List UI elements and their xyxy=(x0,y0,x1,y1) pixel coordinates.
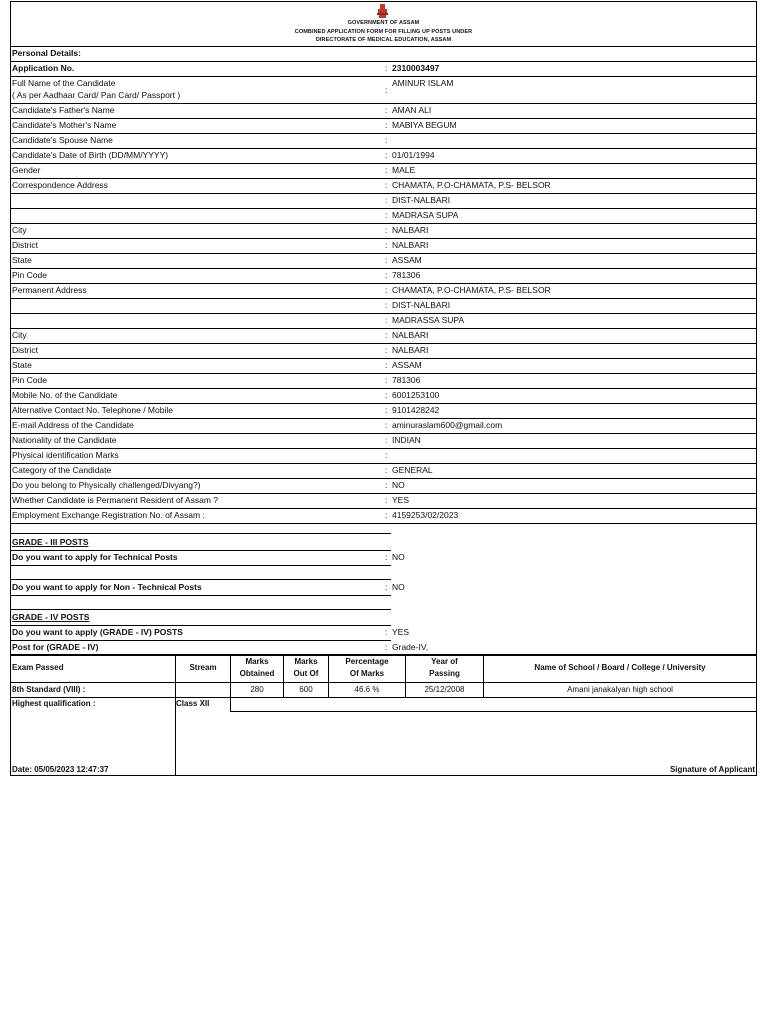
nationality-label: Nationality of the Candidate xyxy=(12,435,117,445)
perm-address-line1: CHAMATA, P.O-CHAMATA, P.S- BELSOR xyxy=(392,285,551,295)
grade4-apply-label: Do you want to apply (GRADE - IV) POSTS xyxy=(12,627,183,637)
colon: : xyxy=(385,435,388,445)
perm-address-label: Permanent Address xyxy=(12,285,87,295)
application-label: Application No. xyxy=(12,63,75,73)
perm-address-row-3 xyxy=(11,313,756,329)
colon: : xyxy=(385,495,388,505)
header-year-1: Year of xyxy=(431,657,458,666)
alt-contact-row xyxy=(11,403,756,419)
corr-address-row-2 xyxy=(11,193,756,209)
father-label: Candidate's Father's Name xyxy=(12,105,115,115)
grade4-apply-row xyxy=(11,625,756,640)
colon: : xyxy=(385,270,388,280)
row1-out-of: 600 xyxy=(299,685,313,694)
corr-state-label: State xyxy=(12,255,32,265)
spouse-row xyxy=(11,133,756,149)
colon: : xyxy=(385,627,388,637)
colon: : xyxy=(385,210,388,220)
corr-address-row-3 xyxy=(11,208,756,224)
resident-value: YES xyxy=(392,495,410,505)
alt-contact-value: 9101428242 xyxy=(392,405,440,415)
table-row-border xyxy=(230,711,756,712)
perm-district-label: District xyxy=(12,345,38,355)
perm-pin-row xyxy=(11,373,756,389)
category-value: GENERAL xyxy=(392,465,433,475)
grade3-heading-row xyxy=(11,535,756,550)
header-government: GOVERNMENT OF ASSAM xyxy=(347,20,420,26)
identification-marks-label: Physical identification Marks xyxy=(12,450,119,460)
colon: : xyxy=(385,180,388,190)
technical-posts-label: Do you want to apply for Technical Posts xyxy=(12,552,178,562)
row1-school: Amani janakalyan high school xyxy=(567,685,673,694)
colon: : xyxy=(385,135,388,145)
nationality-row xyxy=(11,433,756,449)
header-form-title: COMBINED APPLICATION FORM FOR FILLING UP POSTS UNDER xyxy=(294,29,473,35)
header-marks-obtained-2: Obtained xyxy=(239,669,275,678)
corr-city-label: City xyxy=(12,225,27,235)
corr-city-row xyxy=(11,223,756,239)
corr-pin-row xyxy=(11,268,756,284)
colon: : xyxy=(385,450,388,460)
row1-marks: 280 xyxy=(250,685,264,694)
footer-row xyxy=(11,762,756,777)
colon: : xyxy=(385,105,388,115)
mother-row xyxy=(11,118,756,134)
corr-address-line1: CHAMATA, P.O-CHAMATA, P.S- BELSOR xyxy=(392,180,551,190)
perm-pin-value: 781306 xyxy=(392,375,421,385)
perm-state-label: State xyxy=(12,360,32,370)
personal-details-heading-row xyxy=(11,46,756,62)
corr-address-line3: MADRASA SUPA xyxy=(392,210,459,220)
grade3-heading: GRADE - III POSTS xyxy=(12,537,89,547)
perm-address-row-2 xyxy=(11,298,756,314)
corr-address-line2: DIST-NALBARI xyxy=(392,195,451,205)
header-exam-passed: Exam Passed xyxy=(12,663,64,672)
perm-city-label: City xyxy=(12,330,27,340)
signature-of-applicant: Signature of Applicant xyxy=(669,765,755,774)
print-date: Date: 05/05/2023 12:47:37 xyxy=(12,765,109,774)
table-header-border xyxy=(11,682,756,683)
colon: : xyxy=(385,642,388,652)
colon: : xyxy=(385,240,388,250)
header-year-2: Passing xyxy=(429,669,460,678)
corr-state-value: ASSAM xyxy=(392,255,422,265)
perm-district-row xyxy=(11,343,756,359)
grade4-heading: GRADE - IV POSTS xyxy=(12,612,90,622)
mobile-value: 6001253100 xyxy=(392,390,440,400)
colon: : xyxy=(385,285,388,295)
colon: : xyxy=(385,480,388,490)
grade4-apply-value: YES xyxy=(392,627,410,637)
non-technical-posts-row xyxy=(11,580,756,595)
corr-state-row xyxy=(11,253,756,269)
colon: : xyxy=(385,85,388,95)
email-row xyxy=(11,418,756,434)
colon: : xyxy=(385,150,388,160)
employment-exchange-label: Employment Exchange Registration No. of Assam : xyxy=(12,510,205,520)
technical-posts-value: NO xyxy=(392,552,405,562)
colon: : xyxy=(385,315,388,325)
technical-posts-row xyxy=(11,550,756,565)
dob-value: 01/01/1994 xyxy=(392,150,435,160)
colon: : xyxy=(385,165,388,175)
colon: : xyxy=(385,300,388,310)
perm-address-line2: DIST-NALBARI xyxy=(392,300,451,310)
physically-challenged-row xyxy=(11,478,756,494)
physically-challenged-value: NO xyxy=(392,480,405,490)
divider xyxy=(11,595,391,596)
mobile-row xyxy=(11,388,756,404)
grade4-post-row xyxy=(11,640,756,655)
resident-label: Whether Candidate is Permanent Resident of Assam ? xyxy=(12,495,218,505)
perm-district-value: NALBARI xyxy=(392,345,429,355)
gender-row xyxy=(11,163,756,179)
application-form xyxy=(10,1,757,776)
colon: : xyxy=(385,345,388,355)
dob-label: Candidate's Date of Birth (DD/MM/YYYY) xyxy=(12,150,169,160)
colon: : xyxy=(385,420,388,430)
employment-exchange-row xyxy=(11,508,756,524)
colon: : xyxy=(385,405,388,415)
colon: : xyxy=(385,510,388,520)
form-header xyxy=(11,2,756,47)
spouse-label: Candidate's Spouse Name xyxy=(12,135,113,145)
mother-label: Candidate's Mother's Name xyxy=(12,120,117,130)
corr-pin-label: Pin Code xyxy=(12,270,47,280)
colon: : xyxy=(385,195,388,205)
corr-address-row-1 xyxy=(11,178,756,194)
corr-district-value: NALBARI xyxy=(392,240,429,250)
colon: : xyxy=(385,255,388,265)
application-row xyxy=(11,61,756,77)
fullname-sublabel: ( As per Aadhaar Card/ Pan Card/ Passport ) xyxy=(12,90,181,100)
row1-exam: 8th Standard (VIII) : xyxy=(12,685,86,694)
colon: : xyxy=(385,390,388,400)
table-row-border xyxy=(11,697,756,698)
grade4-post-label: Post for (GRADE - IV) xyxy=(12,642,99,652)
perm-city-value: NALBARI xyxy=(392,330,429,340)
row2-exam: Highest qualification : xyxy=(12,699,96,708)
corr-address-label: Correspondence Address xyxy=(12,180,108,190)
perm-address-row-1 xyxy=(11,283,756,299)
header-percentage-2: Of Marks xyxy=(349,669,385,678)
employment-exchange-value: 4159253/02/2023 xyxy=(392,510,459,520)
non-technical-posts-label: Do you want to apply for Non - Technical Posts xyxy=(12,582,202,592)
colon: : xyxy=(385,120,388,130)
personal-details-heading: Personal Details: xyxy=(12,48,81,58)
fullname-row xyxy=(11,76,756,104)
dob-row xyxy=(11,148,756,164)
colon: : xyxy=(385,63,388,73)
colon: : xyxy=(385,330,388,340)
nationality-value: INDIAN xyxy=(392,435,421,445)
header-marks-out-of-1: Marks xyxy=(294,657,318,666)
father-row xyxy=(11,103,756,119)
perm-city-row xyxy=(11,328,756,344)
fullname-label: Full Name of the Candidate xyxy=(12,78,116,88)
physically-challenged-label: Do you belong to Physically challenged/Divyang?) xyxy=(12,480,201,490)
corr-city-value: NALBARI xyxy=(392,225,429,235)
header-marks-out-of-2: Out Of xyxy=(293,669,319,678)
mobile-label: Mobile No. of the Candidate xyxy=(12,390,118,400)
header-directorate: DIRECTORATE OF MEDICAL EDUCATION, ASSAM xyxy=(315,37,452,43)
gender-label: Gender xyxy=(12,165,41,175)
fullname-value: AMINUR ISLAM xyxy=(392,78,454,88)
colon: : xyxy=(385,360,388,370)
grade4-heading-row xyxy=(11,610,756,625)
header-school: Name of School / Board / College / University xyxy=(534,663,706,672)
header-marks-obtained-1: Marks xyxy=(245,657,269,666)
header-percentage-1: Percentage xyxy=(345,657,389,666)
corr-district-label: District xyxy=(12,240,38,250)
grade4-post-value: Grade-IV, xyxy=(392,642,429,652)
colon: : xyxy=(385,552,388,562)
row1-percentage: 46.6 % xyxy=(354,685,380,694)
perm-address-line3: MADRASSA SUPA xyxy=(392,315,465,325)
state-emblem-icon xyxy=(375,3,390,19)
colon: : xyxy=(385,582,388,592)
resident-row xyxy=(11,493,756,509)
colon: : xyxy=(385,225,388,235)
perm-state-value: ASSAM xyxy=(392,360,422,370)
header-stream: Stream xyxy=(189,663,217,672)
gender-value: MALE xyxy=(392,165,416,175)
category-label: Category of the Candidate xyxy=(12,465,112,475)
row2-stream: Class XII xyxy=(176,699,210,708)
email-value: aminuraslam600@gmail.com xyxy=(392,420,503,430)
divider xyxy=(11,533,391,534)
identification-marks-row xyxy=(11,448,756,464)
colon: : xyxy=(385,375,388,385)
perm-pin-label: Pin Code xyxy=(12,375,47,385)
alt-contact-label: Alternative Contact No. Telephone / Mobile xyxy=(12,405,173,415)
divider xyxy=(11,565,391,566)
corr-district-row xyxy=(11,238,756,254)
colon: : xyxy=(385,465,388,475)
father-value: AMAN ALI xyxy=(392,105,432,115)
mother-value: MABIYA BEGUM xyxy=(392,120,457,130)
application-number: 2310003497 xyxy=(392,63,440,73)
perm-state-row xyxy=(11,358,756,374)
email-label: E-mail Address of the Candidate xyxy=(12,420,134,430)
corr-pin-value: 781306 xyxy=(392,270,421,280)
row1-year: 25/12/2008 xyxy=(424,685,465,694)
non-technical-posts-value: NO xyxy=(392,582,405,592)
category-row xyxy=(11,463,756,479)
